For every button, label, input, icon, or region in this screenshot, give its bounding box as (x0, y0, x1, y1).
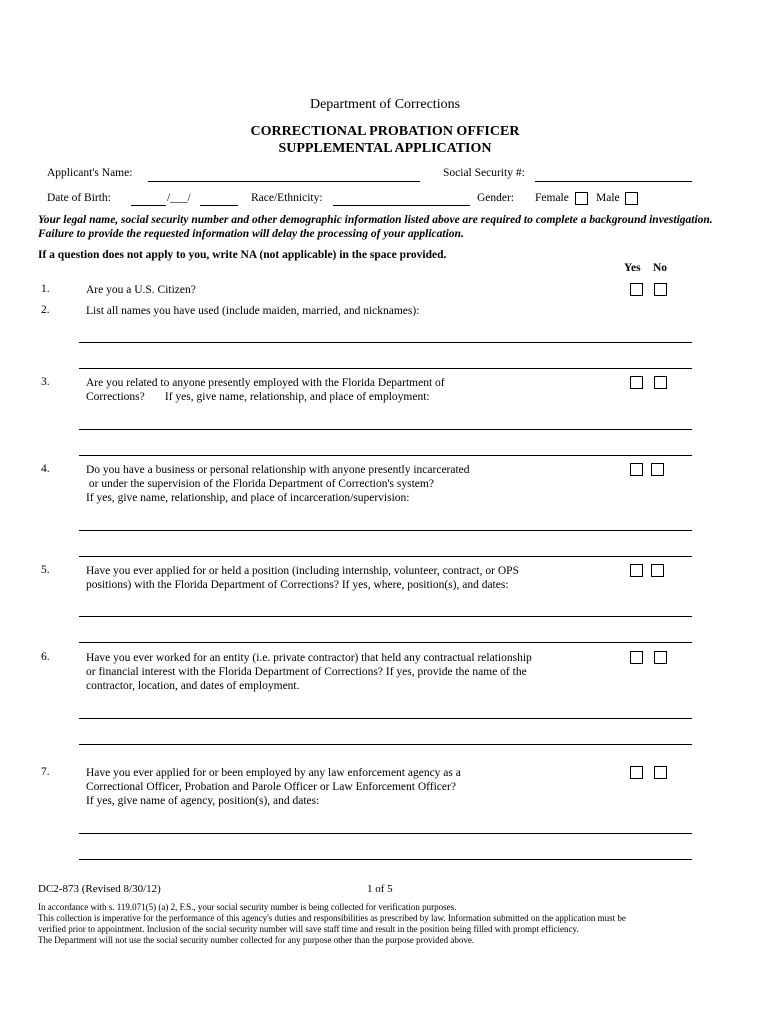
question-text: or under the supervision of the Florida Department of Correction's system? (86, 478, 434, 490)
form-title-line2: SUPPLEMENTAL APPLICATION (278, 141, 492, 156)
race-field[interactable] (333, 205, 470, 206)
question-text: Correctional Officer, Probation and Parole Officer or Law Enforcement Officer? (86, 781, 456, 793)
q2-answer-line-1[interactable] (79, 342, 692, 343)
yes-column-header: Yes (624, 262, 641, 274)
ssn-disclaimer-line1: In accordance with s. 119.071(5) (a) 2, F.S., your social security number is being collected for verification purposes. (38, 902, 457, 912)
dob-label: Date of Birth: (47, 192, 111, 204)
applicant-name-label: Applicant's Name: (47, 167, 133, 179)
question-text: or financial interest with the Florida Department of Corrections? If yes, provide the name of the (86, 666, 527, 678)
race-label: Race/Ethnicity: (251, 192, 323, 204)
question-text: Corrections? If yes, give name, relationship, and place of employment: (86, 391, 430, 403)
male-label: Male (596, 192, 620, 204)
privacy-notice: Your legal name, social security number and other demographic information listed above are required to complete a background investigation. Failure to provide the requested information will delay the processing of your application. (38, 214, 713, 240)
q1-no-checkbox[interactable] (654, 283, 667, 296)
applicant-name-field[interactable] (148, 181, 420, 182)
q3-answer-line-1[interactable] (79, 429, 692, 430)
q5-no-checkbox[interactable] (651, 564, 664, 577)
q6-no-checkbox[interactable] (654, 651, 667, 664)
q3-yes-checkbox[interactable] (630, 376, 643, 389)
q3-no-checkbox[interactable] (654, 376, 667, 389)
question-text: Have you ever applied for or been employed by any law enforcement agency as a (86, 767, 461, 779)
question-text: Do you have a business or personal relationship with anyone presently incarcerated (86, 464, 470, 476)
question-number: 1. (41, 283, 50, 295)
question-text: contractor, location, and dates of employment. (86, 680, 300, 692)
q4-answer-line-1[interactable] (79, 530, 692, 531)
q4-no-checkbox[interactable] (651, 463, 664, 476)
ssn-disclaimer-line2: This collection is imperative for the performance of this agency's duties and responsibilities as prescribed by law. Information submitted on the application must be (38, 913, 626, 923)
question-text: Have you ever worked for an entity (i.e. private contractor) that held any contractual relationship (86, 652, 532, 664)
female-checkbox[interactable] (575, 192, 588, 205)
question-number: 7. (41, 766, 50, 778)
question-text: If yes, give name of agency, position(s), and dates: (86, 795, 320, 807)
question-number: 3. (41, 376, 50, 388)
q6-yes-checkbox[interactable] (630, 651, 643, 664)
q1-yes-checkbox[interactable] (630, 283, 643, 296)
dob-year-field[interactable] (200, 205, 238, 206)
ssn-disclaimer-line3: verified prior to appointment. Inclusion of the social security number will save staff time and result in the position being filled with prompt efficiency. (38, 924, 579, 934)
q3-answer-line-2[interactable] (79, 455, 692, 456)
question-number: 4. (41, 463, 50, 475)
q7-yes-checkbox[interactable] (630, 766, 643, 779)
question-text: Are you a U.S. Citizen? (86, 284, 196, 296)
page-number: 1 of 5 (367, 883, 393, 895)
q6-answer-line-2[interactable] (79, 744, 692, 745)
q5-answer-line-1[interactable] (79, 616, 692, 617)
question-number: 5. (41, 564, 50, 576)
question-text: If yes, give name, relationship, and place of incarceration/supervision: (86, 492, 410, 504)
q4-yes-checkbox[interactable] (630, 463, 643, 476)
q5-answer-line-2[interactable] (79, 642, 692, 643)
q7-no-checkbox[interactable] (654, 766, 667, 779)
q2-answer-line-2[interactable] (79, 368, 692, 369)
dob-day-field[interactable]: /___/ (167, 192, 191, 204)
dob-month-field[interactable] (131, 205, 166, 206)
na-instruction: If a question does not apply to you, write NA (not applicable) in the space provided. (38, 249, 447, 261)
question-number: 6. (41, 651, 50, 663)
no-column-header: No (653, 262, 668, 274)
question-text: Are you related to anyone presently employed with the Florida Department of (86, 377, 445, 389)
gender-label: Gender: (477, 192, 515, 204)
male-checkbox[interactable] (625, 192, 638, 205)
question-text: Have you ever applied for or held a position (including internship, volunteer, contract, or OPS (86, 565, 519, 577)
question-text: positions) with the Florida Department of Corrections? If yes, where, position(s), and dates: (86, 579, 509, 591)
form-id: DC2-873 (Revised 8/30/12) (38, 883, 161, 895)
department-heading: Department of Corrections (309, 97, 461, 112)
q5-yes-checkbox[interactable] (630, 564, 643, 577)
ssn-disclaimer-line4: The Department will not use the social security number collected for any purpose other than the purpose provided above. (38, 935, 475, 945)
female-label: Female (535, 192, 569, 204)
ssn-field[interactable] (535, 181, 692, 182)
form-title-line1: CORRECTIONAL PROBATION OFFICER (250, 124, 520, 139)
ssn-label: Social Security #: (443, 167, 525, 179)
question-number: 2. (41, 304, 50, 316)
q7-answer-line-1[interactable] (79, 833, 692, 834)
question-text: List all names you have used (include maiden, married, and nicknames): (86, 305, 420, 317)
q6-answer-line-1[interactable] (79, 718, 692, 719)
q4-answer-line-2[interactable] (79, 556, 692, 557)
q7-answer-line-2[interactable] (79, 859, 692, 860)
